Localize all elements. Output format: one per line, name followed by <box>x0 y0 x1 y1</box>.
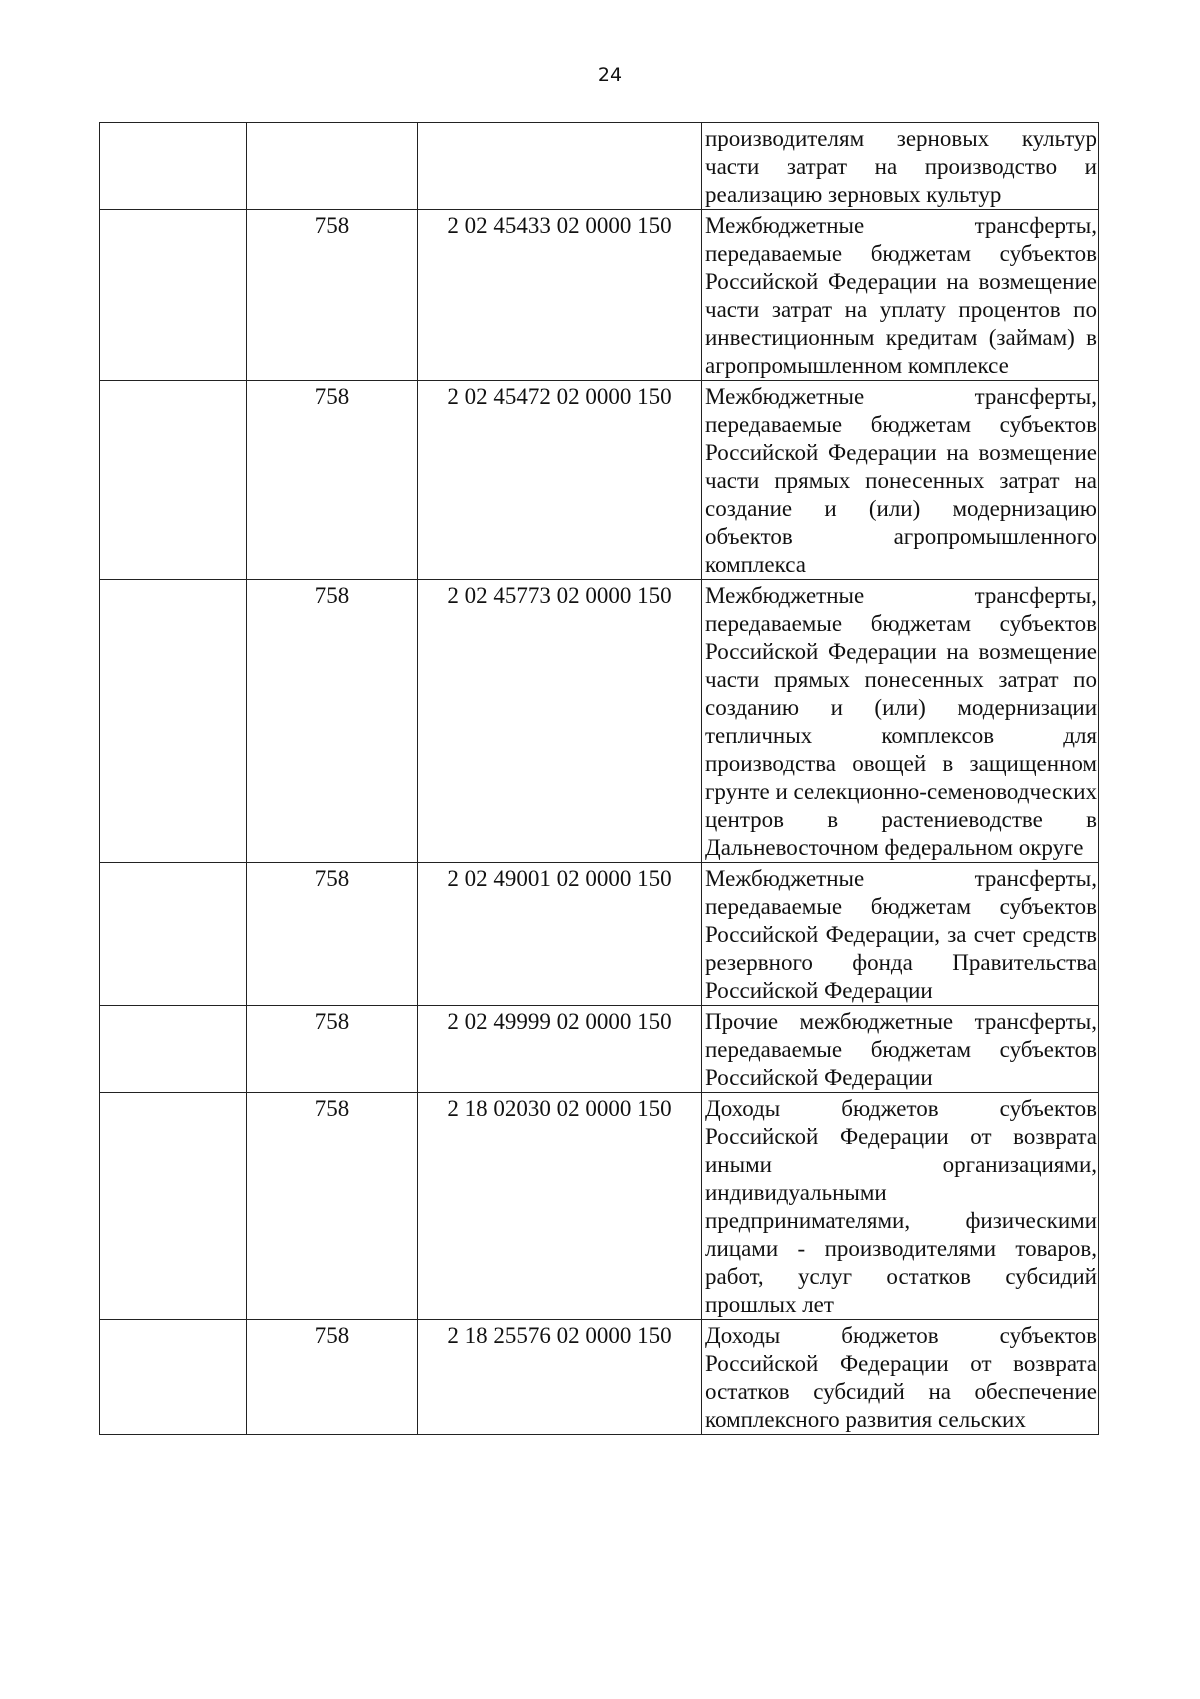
blank-cell <box>100 580 247 863</box>
description-cell: Прочие межбюджетные трансферты, передаваемые бюджетам субъектов Российской Федерации <box>702 1006 1099 1093</box>
description-cell: Межбюджетные трансферты, передаваемые бюджетам субъектов Российской Федерации на возмещение части прямых понесенных затрат на создание и (или) модернизацию объектов агропромышленного комплекса <box>702 381 1099 580</box>
description-cell: Межбюджетные трансферты, передаваемые бюджетам субъектов Российской Федерации на возмещение части прямых понесенных затрат по созданию и (или) модернизации тепличных комплексов для производства овощей в защищенном грунте и селекционно-семеноводческих центров в растениеводстве в Дальневосточном федеральном округе <box>702 580 1099 863</box>
revenue-code-cell: 2 02 49001 02 0000 150 <box>418 863 702 1006</box>
blank-cell <box>100 210 247 381</box>
table-row <box>100 863 1099 1006</box>
admin-code-cell: 758 <box>247 381 418 580</box>
blank-cell <box>100 381 247 580</box>
description-cell: Межбюджетные трансферты, передаваемые бюджетам субъектов Российской Федерации на возмещение части затрат на уплату процентов по инвестиционным кредитам (займам) в агропромышленном комплексе <box>702 210 1099 381</box>
description-cell: Межбюджетные трансферты, передаваемые бюджетам субъектов Российской Федерации, за счет средств резервного фонда Правительства Российской Федерации <box>702 863 1099 1006</box>
admin-code-cell: 758 <box>247 1093 418 1320</box>
description-cell: Доходы бюджетов субъектов Российской Федерации от возврата остатков субсидий на обеспечение комплексного развития сельских <box>702 1320 1099 1435</box>
blank-cell <box>100 1320 247 1435</box>
description-cell: Доходы бюджетов субъектов Российской Федерации от возврата иными организациями, индивидуальными предпринимателями, физическими лицами - производителями товаров, работ, услуг остатков субсидий прошлых лет <box>702 1093 1099 1320</box>
admin-code-cell: 758 <box>247 1320 418 1435</box>
admin-code-cell: 758 <box>247 210 418 381</box>
page-number: 24 <box>597 64 623 86</box>
admin-code-cell <box>247 123 418 210</box>
table-row <box>100 580 1099 863</box>
table-row <box>100 1093 1099 1320</box>
admin-code-cell: 758 <box>247 1006 418 1093</box>
revenue-classification-table <box>99 122 1099 1435</box>
description-cell: производителям зерновых культур части затрат на производство и реализацию зерновых культур <box>702 123 1099 210</box>
revenue-code-cell <box>418 123 702 210</box>
revenue-code-cell: 2 02 45433 02 0000 150 <box>418 210 702 381</box>
revenue-code-cell: 2 02 45472 02 0000 150 <box>418 381 702 580</box>
blank-cell <box>100 863 247 1006</box>
revenue-code-cell: 2 18 02030 02 0000 150 <box>418 1093 702 1320</box>
table-row <box>100 1006 1099 1093</box>
revenue-code-cell: 2 02 49999 02 0000 150 <box>418 1006 702 1093</box>
admin-code-cell: 758 <box>247 580 418 863</box>
blank-cell <box>100 123 247 210</box>
table-row <box>100 210 1099 381</box>
revenue-code-cell: 2 18 25576 02 0000 150 <box>418 1320 702 1435</box>
table-row <box>100 381 1099 580</box>
table-row <box>100 1320 1099 1435</box>
admin-code-cell: 758 <box>247 863 418 1006</box>
revenue-code-cell: 2 02 45773 02 0000 150 <box>418 580 702 863</box>
blank-cell <box>100 1093 247 1320</box>
table-body <box>100 123 1099 1435</box>
blank-cell <box>100 1006 247 1093</box>
table-row <box>100 123 1099 210</box>
